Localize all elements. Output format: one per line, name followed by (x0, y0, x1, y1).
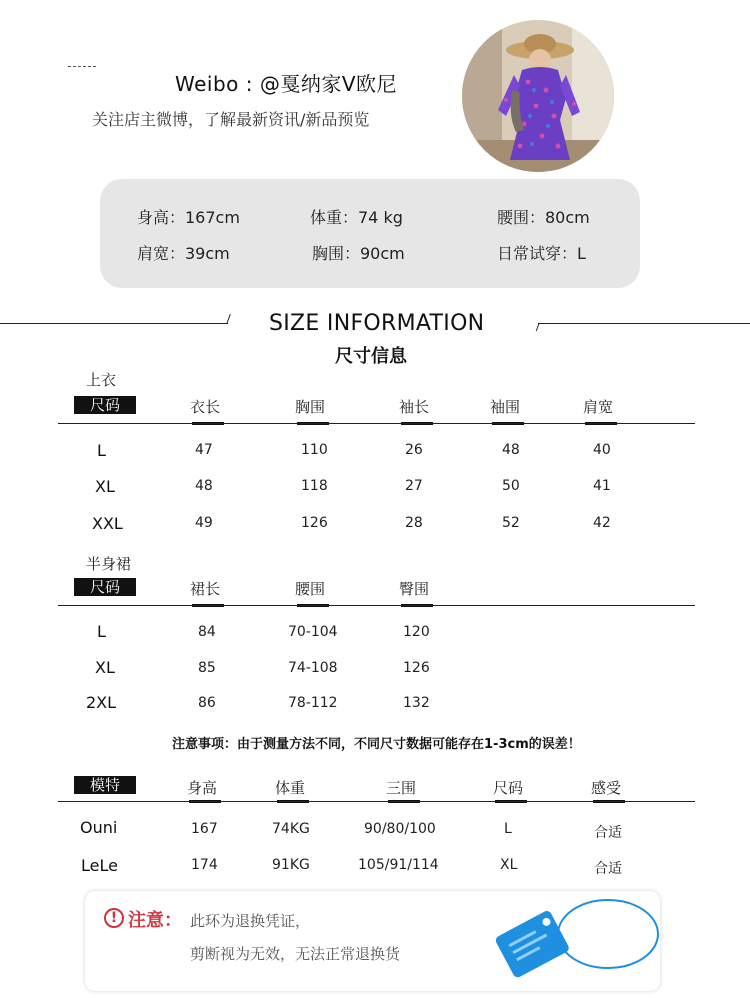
skirt-cell: 78-112 (288, 695, 338, 711)
skirt-cell: 74-108 (288, 660, 338, 676)
warning-title: 注意： (128, 910, 182, 931)
top-row-size: XXL (92, 514, 123, 533)
skirt-header-hip: 臀围 (399, 580, 430, 598)
skirt-size-tag: 尺码 (74, 578, 136, 596)
skirt-row-size: XL (95, 658, 115, 677)
divider-tick-left (226, 314, 231, 324)
models-header-weight: 体重 (275, 779, 306, 797)
model-cell: 合适 (594, 825, 622, 841)
model-cell: 174 (191, 857, 218, 873)
skirt-section-label: 半身裙 (86, 555, 132, 573)
top-cell: 42 (593, 515, 611, 531)
models-header-measurements: 三围 (386, 779, 417, 797)
top-cell: 27 (405, 478, 423, 494)
top-header-bust: 胸围 (295, 398, 326, 416)
models-table-rule (58, 801, 695, 802)
model-cell: 105/91/114 (358, 857, 439, 873)
model-name: Ouni (80, 818, 118, 837)
models-header-feel: 感受 (591, 779, 622, 797)
top-header-length: 衣长 (190, 398, 221, 416)
top-cell: 40 (593, 442, 611, 458)
divider-left (0, 323, 228, 324)
skirt-cell: 85 (198, 660, 216, 676)
skirt-cell: 86 (198, 695, 216, 711)
top-table-rule (58, 423, 695, 424)
top-cell: 110 (301, 442, 328, 458)
weibo-handle: Weibo : @戛纳家V欧尼 (175, 72, 398, 96)
top-cell: 48 (195, 478, 213, 494)
decorative-dash (68, 66, 96, 67)
models-header-height: 身高 (187, 779, 218, 797)
models-tag: 模特 (74, 776, 136, 794)
skirt-cell: 70-104 (288, 624, 338, 640)
top-cell: 52 (502, 515, 520, 531)
measurement-notice: 注意事项：由于测量方法不同，不同尺寸数据可能存在1-3cm的误差！ (172, 737, 581, 752)
top-header-sleeve-length: 袖长 (399, 398, 430, 416)
skirt-row-size: L (97, 622, 106, 641)
warning-line-2: 剪断视为无效，无法正常退换货 (190, 945, 401, 963)
top-row-size: XL (95, 477, 115, 496)
model-cell: L (504, 821, 512, 837)
stat-daily-size: 日常试穿：L (497, 244, 586, 263)
top-cell: 50 (502, 478, 520, 494)
top-size-tag: 尺码 (74, 396, 136, 414)
model-cell: 167 (191, 821, 218, 837)
return-tag-icon (490, 890, 660, 989)
skirt-cell: 126 (403, 660, 430, 676)
top-cell: 28 (405, 515, 423, 531)
top-row-size: L (97, 441, 106, 460)
model-cell: 合适 (594, 861, 622, 877)
skirt-cell: 132 (403, 695, 430, 711)
size-info-subtitle: 尺寸信息 (335, 346, 407, 367)
stat-shoulder: 肩宽：39cm (137, 244, 230, 263)
model-cell: 91KG (272, 857, 310, 873)
model-name: LeLe (81, 856, 118, 875)
skirt-row-size: 2XL (86, 693, 117, 712)
skirt-cell: 120 (403, 624, 430, 640)
skirt-table-rule (58, 605, 695, 606)
stat-height: 身高：167cm (137, 208, 240, 227)
follow-note: 关注店主微博，了解最新资讯/新品预览 (92, 110, 370, 129)
divider-tick-right (536, 324, 540, 331)
model-photo (462, 20, 614, 172)
top-cell: 118 (301, 478, 328, 494)
stat-waist: 腰围：80cm (497, 208, 590, 227)
top-cell: 49 (195, 515, 213, 531)
top-cell: 26 (405, 442, 423, 458)
size-info-title: SIZE INFORMATION (269, 311, 485, 336)
top-cell: 126 (301, 515, 328, 531)
exclamation-icon: ! (104, 908, 124, 928)
skirt-header-waist: 腰围 (295, 580, 326, 598)
model-cell: XL (500, 857, 518, 873)
model-cell: 74KG (272, 821, 310, 837)
warning-line-1: 此环为退换凭证， (190, 912, 311, 930)
model-stats-panel (100, 179, 640, 288)
top-cell: 47 (195, 442, 213, 458)
top-cell: 48 (502, 442, 520, 458)
top-cell: 41 (593, 478, 611, 494)
top-section-label: 上衣 (86, 371, 117, 389)
stat-weight: 体重：74 kg (310, 208, 403, 227)
top-header-sleeve-width: 袖围 (490, 398, 521, 416)
skirt-cell: 84 (198, 624, 216, 640)
stat-bust: 胸围：90cm (312, 244, 405, 263)
model-cell: 90/80/100 (364, 821, 436, 837)
top-header-shoulder: 肩宽 (583, 398, 614, 416)
skirt-header-length: 裙长 (190, 580, 221, 598)
divider-right (538, 323, 750, 324)
model-photo-illustration (462, 20, 614, 172)
models-header-size: 尺码 (493, 779, 524, 797)
